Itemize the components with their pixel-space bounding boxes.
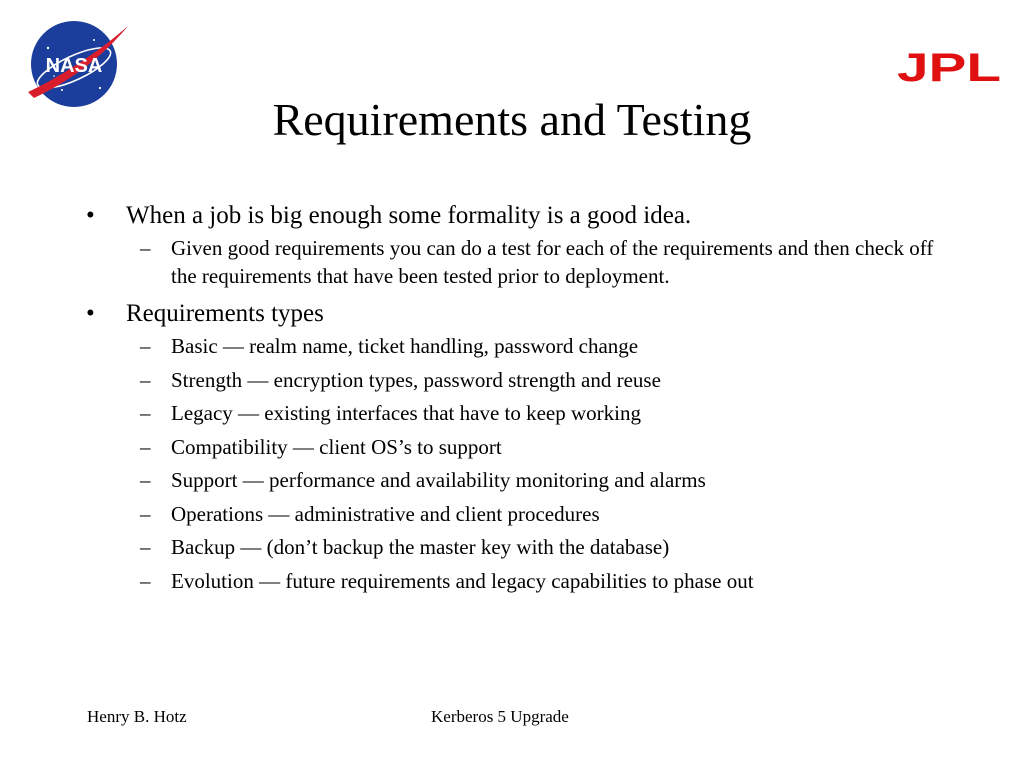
dash-marker: –	[140, 468, 151, 492]
nasa-logo-text: NASA	[45, 55, 103, 77]
bullet-item	[86, 298, 936, 330]
sub-bullet-item	[86, 333, 936, 361]
sub-bullet-item	[86, 235, 936, 290]
sub-bullet-text: Backup — (don’t backup the master key with the database)	[171, 535, 670, 559]
footer-author: Henry B. Hotz	[87, 707, 187, 726]
bullet-item	[86, 200, 936, 232]
bullet-marker: •	[86, 300, 95, 327]
sub-bullet-item	[86, 534, 936, 562]
slide-content	[86, 200, 936, 601]
sub-bullet-text: Evolution — future requirements and legacy capabilities to phase out	[171, 568, 754, 593]
sub-bullet-item	[86, 467, 936, 495]
sub-bullet-item	[86, 501, 936, 529]
sub-bullet-text: Basic — realm name, ticket handling, password change	[171, 334, 639, 358]
dash-marker: –	[140, 367, 151, 392]
dash-marker: –	[140, 434, 151, 459]
dash-marker: –	[140, 401, 151, 425]
footer-topic: Kerberos 5 Upgrade	[431, 707, 569, 726]
dash-marker: –	[140, 334, 151, 358]
dash-marker: –	[140, 535, 151, 559]
bullet-text: Requirements types	[126, 300, 324, 327]
dash-marker: –	[140, 236, 151, 260]
bullet-text: When a job is big enough some formality is a good idea.	[126, 202, 692, 229]
jpl-logo-text: JPL	[897, 50, 1001, 84]
sub-bullet-text: Compatibility — client OS’s to support	[171, 434, 502, 459]
sub-bullet-text: Operations — administrative and client procedures	[171, 501, 600, 526]
sub-bullet-item	[86, 367, 936, 395]
dash-marker: –	[140, 501, 151, 526]
sub-bullet-text: Legacy — existing interfaces that have to keep working	[171, 401, 641, 425]
dash-marker: –	[140, 568, 151, 593]
sub-bullet-text: Support — performance and availability monitoring and alarms	[171, 468, 706, 492]
sub-bullet-item	[86, 400, 936, 428]
jpl-logo	[896, 50, 1002, 84]
sub-bullet-item	[86, 434, 936, 462]
sub-bullet-item	[86, 568, 936, 596]
slide-title: Requirements and Testing	[272, 94, 752, 145]
sub-bullet-text: Strength — encryption types, password strength and reuse	[171, 367, 661, 392]
bullet-marker: •	[86, 202, 95, 229]
sub-bullet-text: Given good requirements you can do a test for each of the requirements and then check off the requirements that have been tested prior to deployment.	[171, 236, 934, 288]
